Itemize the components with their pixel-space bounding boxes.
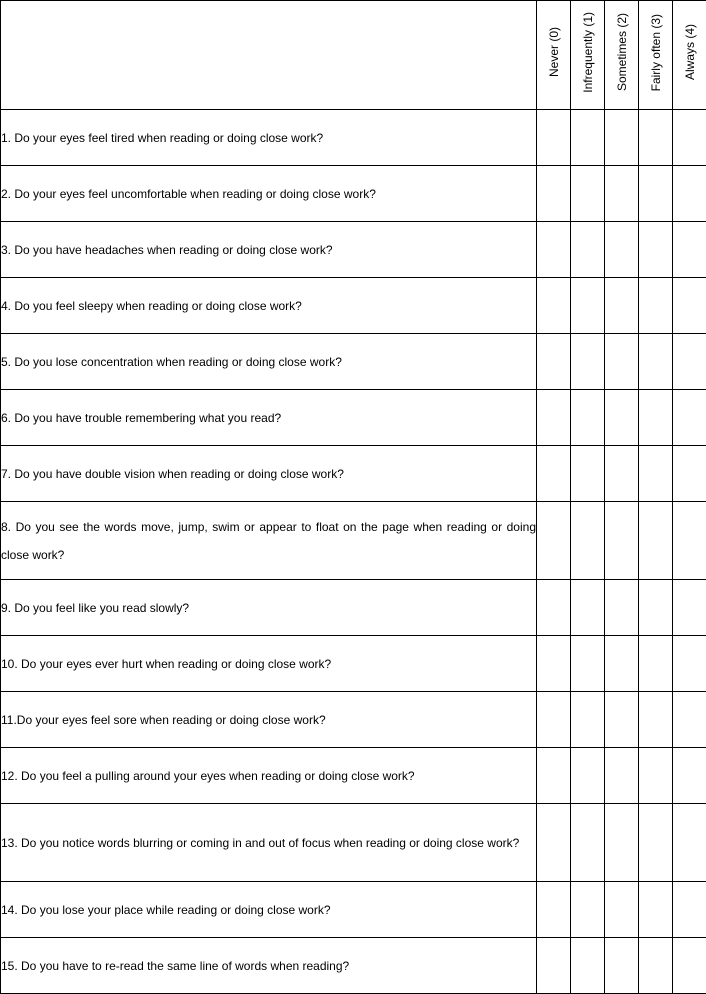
answer-cell-fairly-often[interactable] [639, 748, 673, 804]
answer-cell-infrequently[interactable] [571, 580, 605, 636]
option-label: Fairly often (3) [649, 14, 663, 91]
answer-cell-infrequently[interactable] [571, 110, 605, 166]
answer-cell-fairly-often[interactable] [639, 502, 673, 580]
answer-cell-always[interactable] [673, 636, 706, 692]
question-row [1, 446, 706, 502]
question-text: 11.Do your eyes feel sore when reading or doing close work? [1, 692, 537, 748]
answer-cell-never[interactable] [537, 446, 571, 502]
option-header-never [537, 1, 571, 110]
answer-cell-sometimes[interactable] [605, 334, 639, 390]
answer-cell-always[interactable] [673, 938, 706, 994]
answer-cell-fairly-often[interactable] [639, 882, 673, 938]
option-label: Sometimes (2) [615, 13, 629, 91]
answer-cell-infrequently[interactable] [571, 334, 605, 390]
option-header-fairly-often [639, 1, 673, 110]
option-label: Always (4) [683, 24, 697, 80]
answer-cell-fairly-often[interactable] [639, 222, 673, 278]
question-text: 6. Do you have trouble remembering what you read? [1, 390, 537, 446]
question-row [1, 166, 706, 222]
answer-cell-sometimes[interactable] [605, 938, 639, 994]
answer-cell-always[interactable] [673, 748, 706, 804]
answer-cell-sometimes[interactable] [605, 580, 639, 636]
answer-cell-fairly-often[interactable] [639, 804, 673, 882]
answer-cell-sometimes[interactable] [605, 446, 639, 502]
answer-cell-sometimes[interactable] [605, 110, 639, 166]
answer-cell-sometimes[interactable] [605, 502, 639, 580]
answer-cell-always[interactable] [673, 692, 706, 748]
answer-cell-fairly-often[interactable] [639, 166, 673, 222]
question-text: 1. Do your eyes feel tired when reading or doing close work? [1, 110, 537, 166]
question-text: 3. Do you have headaches when reading or doing close work? [1, 222, 537, 278]
answer-cell-fairly-often[interactable] [639, 692, 673, 748]
answer-cell-always[interactable] [673, 804, 706, 882]
question-row [1, 222, 706, 278]
option-header-sometimes [605, 1, 639, 110]
question-row [1, 804, 706, 882]
answer-cell-sometimes[interactable] [605, 390, 639, 446]
question-row [1, 278, 706, 334]
answer-cell-always[interactable] [673, 882, 706, 938]
answer-cell-never[interactable] [537, 222, 571, 278]
header-row [1, 1, 706, 110]
answer-cell-infrequently[interactable] [571, 692, 605, 748]
answer-cell-sometimes[interactable] [605, 278, 639, 334]
answer-cell-fairly-often[interactable] [639, 334, 673, 390]
answer-cell-infrequently[interactable] [571, 278, 605, 334]
question-text: 15. Do you have to re-read the same line of words when reading? [1, 938, 537, 994]
answer-cell-sometimes[interactable] [605, 804, 639, 882]
option-label: Infrequently (1) [581, 12, 595, 93]
answer-cell-sometimes[interactable] [605, 748, 639, 804]
question-text: 13. Do you notice words blurring or coming in and out of focus when reading or doing close work? [1, 804, 537, 882]
answer-cell-fairly-often[interactable] [639, 110, 673, 166]
answer-cell-infrequently[interactable] [571, 502, 605, 580]
question-row [1, 882, 706, 938]
answer-cell-always[interactable] [673, 334, 706, 390]
question-row [1, 938, 706, 994]
answer-cell-never[interactable] [537, 580, 571, 636]
question-row [1, 334, 706, 390]
question-row [1, 748, 706, 804]
answer-cell-never[interactable] [537, 390, 571, 446]
answer-cell-never[interactable] [537, 804, 571, 882]
answer-cell-never[interactable] [537, 110, 571, 166]
answer-cell-fairly-often[interactable] [639, 636, 673, 692]
answer-cell-always[interactable] [673, 446, 706, 502]
question-row [1, 502, 706, 580]
answer-cell-always[interactable] [673, 390, 706, 446]
option-header-infrequently [571, 1, 605, 110]
answer-cell-fairly-often[interactable] [639, 580, 673, 636]
survey-body [1, 110, 706, 994]
question-row [1, 636, 706, 692]
question-text: 12. Do you feel a pulling around your eyes when reading or doing close work? [1, 748, 537, 804]
answer-cell-sometimes[interactable] [605, 882, 639, 938]
answer-cell-never[interactable] [537, 166, 571, 222]
answer-cell-never[interactable] [537, 334, 571, 390]
answer-cell-fairly-often[interactable] [639, 446, 673, 502]
answer-cell-fairly-often[interactable] [639, 278, 673, 334]
answer-cell-never[interactable] [537, 502, 571, 580]
answer-cell-never[interactable] [537, 278, 571, 334]
question-text: 7. Do you have double vision when reading or doing close work? [1, 446, 537, 502]
question-row [1, 110, 706, 166]
answer-cell-fairly-often[interactable] [639, 390, 673, 446]
answer-cell-never[interactable] [537, 882, 571, 938]
answer-cell-sometimes[interactable] [605, 222, 639, 278]
question-row [1, 580, 706, 636]
question-text: 8. Do you see the words move, jump, swim or appear to float on the page when reading or doing close work? [1, 502, 537, 580]
answer-cell-fairly-often[interactable] [639, 938, 673, 994]
answer-cell-always[interactable] [673, 110, 706, 166]
answer-cell-sometimes[interactable] [605, 166, 639, 222]
answer-cell-infrequently[interactable] [571, 804, 605, 882]
question-text: 5. Do you lose concentration when reading or doing close work? [1, 334, 537, 390]
answer-cell-always[interactable] [673, 580, 706, 636]
answer-cell-never[interactable] [537, 692, 571, 748]
question-text: 10. Do your eyes ever hurt when reading or doing close work? [1, 636, 537, 692]
answer-cell-infrequently[interactable] [571, 390, 605, 446]
answer-cell-sometimes[interactable] [605, 692, 639, 748]
answer-cell-always[interactable] [673, 502, 706, 580]
answer-cell-infrequently[interactable] [571, 938, 605, 994]
question-text: 9. Do you feel like you read slowly? [1, 580, 537, 636]
answer-cell-infrequently[interactable] [571, 882, 605, 938]
option-label: Never (0) [547, 27, 561, 77]
answer-cell-infrequently[interactable] [571, 166, 605, 222]
question-row [1, 390, 706, 446]
answer-cell-infrequently[interactable] [571, 748, 605, 804]
header-corner-cell [1, 1, 537, 110]
answer-cell-always[interactable] [673, 278, 706, 334]
answer-cell-never[interactable] [537, 636, 571, 692]
option-header-always [673, 1, 706, 110]
answer-cell-always[interactable] [673, 166, 706, 222]
answer-cell-infrequently[interactable] [571, 446, 605, 502]
answer-cell-never[interactable] [537, 748, 571, 804]
question-text: 2. Do your eyes feel uncomfortable when reading or doing close work? [1, 166, 537, 222]
answer-cell-sometimes[interactable] [605, 636, 639, 692]
answer-cell-never[interactable] [537, 938, 571, 994]
question-text: 4. Do you feel sleepy when reading or doing close work? [1, 278, 537, 334]
question-row [1, 692, 706, 748]
answer-cell-infrequently[interactable] [571, 636, 605, 692]
answer-cell-infrequently[interactable] [571, 222, 605, 278]
answer-cell-always[interactable] [673, 222, 706, 278]
question-text: 14. Do you lose your place while reading or doing close work? [1, 882, 537, 938]
